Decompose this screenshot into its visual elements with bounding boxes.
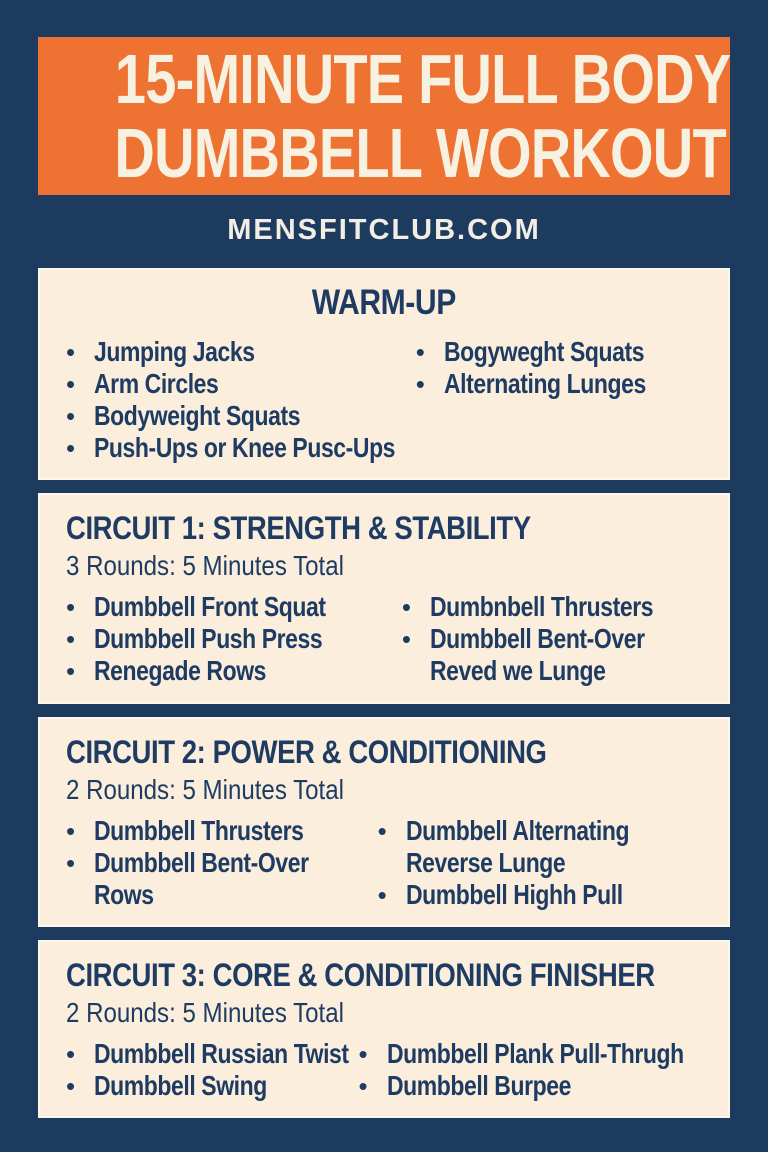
- section-card: [38, 493, 730, 703]
- section-card: [38, 268, 730, 480]
- bullet-list-left: [66, 815, 378, 911]
- bullet-icon: •: [377, 879, 387, 910]
- list-item-line: Dumbbell Alternating: [405, 814, 629, 846]
- list-item-line: Dumbbell Swing: [94, 1069, 267, 1101]
- title-banner: [38, 37, 730, 195]
- bullet-list-left: [66, 1038, 359, 1102]
- bullet-icon: •: [66, 656, 76, 687]
- list-item: [66, 336, 416, 368]
- bullet-list-right: [402, 591, 702, 687]
- bullet-icon: •: [66, 1038, 76, 1069]
- list-item: [378, 879, 702, 911]
- list-item-line: Dumbbell Plank Pull-Thrugh: [386, 1037, 684, 1069]
- list-item-line: Rows: [94, 878, 154, 910]
- bullet-list-right: [359, 1038, 749, 1102]
- bullet-list-left: [66, 591, 402, 687]
- list-item: [359, 1038, 749, 1070]
- list-item-line: Alternating Lunges: [443, 368, 646, 399]
- bullet-icon: •: [401, 624, 412, 655]
- poster-title-line-1: 15-MINUTE FULL BODY: [114, 40, 731, 118]
- list-item-line: Dumbbell Bent-Over: [94, 846, 309, 878]
- list-item-line: Dumbbell Burpee: [386, 1069, 571, 1101]
- list-item-line: Dumbbell Highh Pull: [405, 878, 623, 910]
- list-item: [66, 815, 378, 847]
- list-item: [416, 336, 702, 368]
- website-text: MENSFITCLUB.COM: [227, 214, 541, 246]
- list-item-line: Push-Ups or Knee Pusc-Ups: [94, 432, 396, 463]
- list-item: [66, 623, 402, 655]
- section-title: CIRCUIT 2: POWER & CONDITIONING: [66, 733, 547, 770]
- section-subtitle: 2 Rounds: 5 Minutes Total: [66, 996, 344, 1028]
- list-item-line: Jumping Jacks: [94, 336, 255, 367]
- bullet-icon: •: [66, 1070, 76, 1101]
- list-item: [402, 591, 702, 623]
- section-title: CIRCUIT 3: CORE & CONDITIONING FINISHER: [66, 956, 655, 993]
- bullet-icon: •: [66, 847, 76, 878]
- list-item-line: Dumbbell Front Squat: [94, 591, 326, 623]
- section-columns: [66, 591, 702, 687]
- section-title: WARM-UP: [311, 283, 457, 322]
- list-item-line: Reved we Lunge: [429, 655, 606, 687]
- section-card: [38, 940, 730, 1118]
- bullet-icon: •: [66, 401, 76, 431]
- list-item-line: Dumbbell Push Press: [94, 623, 323, 655]
- section-columns: [66, 815, 702, 911]
- bullet-icon: •: [401, 592, 412, 623]
- poster-title-line-2: DUMBBELL WORKOUT: [114, 114, 726, 192]
- section-columns: [66, 1038, 702, 1102]
- list-item-line: Bogyweght Squats: [443, 336, 644, 367]
- list-item-line: Dumbbell Thrusters: [94, 814, 304, 846]
- bullet-icon: •: [415, 337, 425, 367]
- list-item-line: Reverse Lunge: [405, 846, 565, 878]
- bullet-icon: •: [358, 1038, 368, 1069]
- section-subtitle: 3 Rounds: 5 Minutes Total: [66, 550, 344, 582]
- bullet-icon: •: [66, 815, 76, 846]
- sections: [38, 268, 730, 1118]
- list-item: [378, 815, 702, 879]
- list-item: [416, 368, 702, 400]
- list-item: [66, 432, 416, 464]
- bullet-list-left: [66, 336, 416, 464]
- section-card: [38, 717, 730, 927]
- bullet-list-right: [378, 815, 702, 911]
- list-item: [66, 655, 402, 687]
- section-columns: [66, 336, 702, 464]
- list-item-line: Bodyweight Squats: [94, 400, 301, 431]
- list-item: [66, 368, 416, 400]
- list-item-line: Dumbbell Russian Twist: [94, 1037, 349, 1069]
- list-item: [66, 847, 378, 911]
- list-item: [66, 1038, 359, 1070]
- list-item: [66, 1070, 359, 1102]
- bullet-icon: •: [66, 369, 76, 399]
- list-item-line: Arm Circles: [94, 368, 219, 399]
- list-item-line: Renegade Rows: [94, 655, 267, 687]
- bullet-icon: •: [66, 433, 76, 463]
- bullet-icon: •: [377, 815, 387, 846]
- list-item: [402, 623, 702, 687]
- list-item-line: Dumbnbell Thrusters: [429, 591, 654, 623]
- list-item: [66, 400, 416, 432]
- section-subtitle: 2 Rounds: 5 Minutes Total: [66, 773, 344, 805]
- bullet-icon: •: [415, 369, 425, 399]
- bullet-icon: •: [66, 624, 76, 655]
- list-item: [359, 1070, 749, 1102]
- list-item: [66, 591, 402, 623]
- bullet-icon: •: [358, 1070, 368, 1101]
- list-item-line: Dumbbell Bent-Over: [429, 623, 645, 655]
- bullet-icon: •: [66, 337, 76, 367]
- bullet-icon: •: [66, 592, 76, 623]
- section-title: CIRCUIT 1: STRENGTH & STABILITY: [66, 510, 531, 547]
- bullet-list-right: [416, 336, 702, 464]
